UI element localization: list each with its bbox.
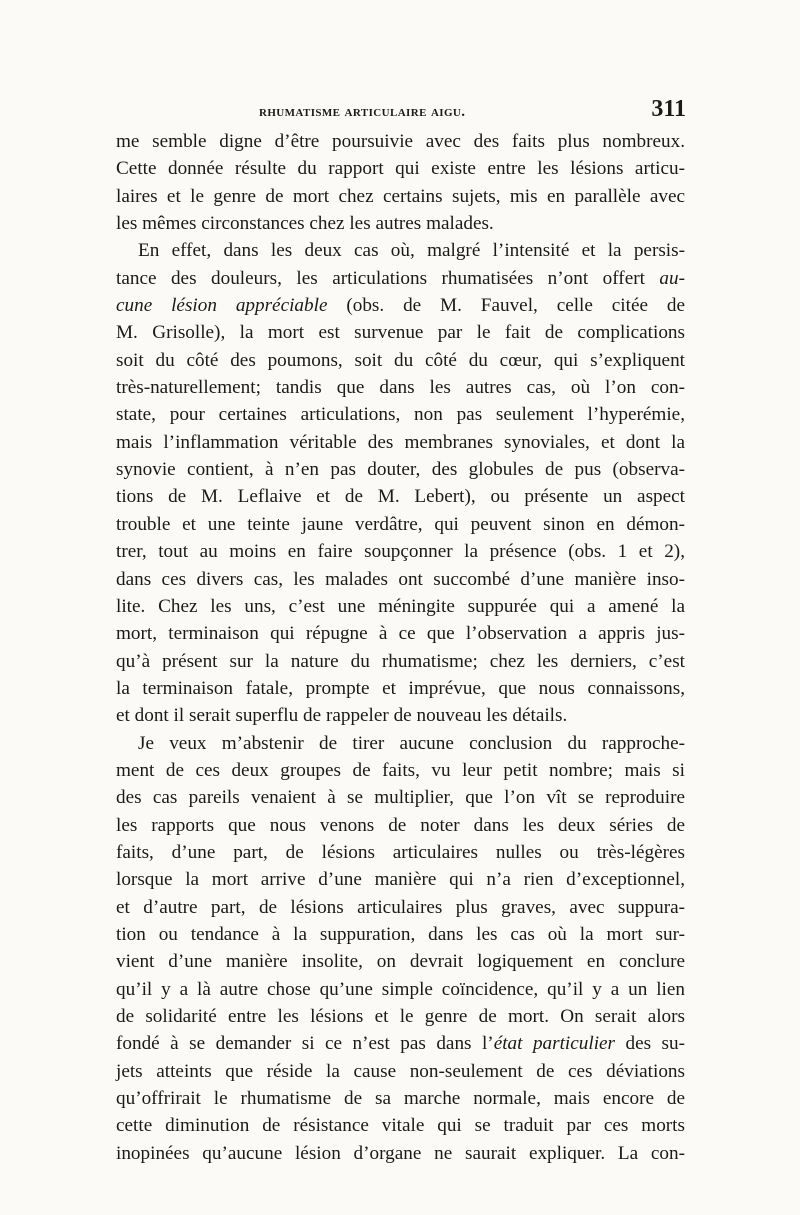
text-line: vient d’une manière insolite, on devrait logiquement en conclure [116, 951, 685, 973]
text-line: tions de M. Leflaive et de M. Lebert), ou présente un aspect [116, 486, 685, 508]
text-line: très-naturellement; tandis que dans les autres cas, où l’on con- [116, 377, 685, 399]
text-line: qu’il y a là autre chose qu’une simple coïncidence, qu’il y a un lien [116, 978, 685, 1000]
text-fragment: (obs. de M. Fauvel, celle citée de [327, 295, 685, 317]
text-line: ment de ces deux groupes de faits, vu leur petit nombre; mais si [116, 759, 685, 781]
text-line: mais l’inflammation véritable des membranes synoviales, et dont la [116, 431, 685, 453]
text-line: En effet, dans les deux cas où, malgré l’intensité et la persis- [138, 240, 685, 262]
text-line: lorsque la mort arrive d’une manière qui n’a rien d’exceptionnel, [116, 869, 685, 891]
text-line: dans ces divers cas, les malades ont succombé d’une manière inso- [116, 568, 685, 590]
text-line: tion ou tendance à la suppuration, dans les cas où la mort sur- [116, 923, 685, 945]
running-head-title: rhumatisme articulaire aigu. [259, 104, 466, 120]
text-line [116, 1030, 685, 1057]
text-line: Cette donnée résulte du rapport qui existe entre les lésions articu- [116, 158, 685, 180]
page-number: 311 [651, 96, 686, 122]
text-fragment: tance des douleurs, les articulations rhumatisées n’ont offert [116, 267, 660, 289]
italic-fragment: cune lésion appréciable [116, 295, 328, 317]
text-line: qu’offrirait le rhumatisme de sa marche normale, mais encore de [116, 1088, 685, 1110]
text-line: mort, terminaison qui répugne à ce que l’observation a appris jus- [116, 623, 685, 645]
text-line: lite. Chez les uns, c’est une méningite suppurée qui a amené la [116, 595, 685, 617]
text-line [116, 265, 685, 292]
text-line: soit du côté des poumons, soit du côté du cœur, qui s’expliquent [116, 349, 685, 371]
text-line: de solidarité entre les lésions et le genre de mort. On serait alors [116, 1006, 685, 1027]
text-line: trer, tout au moins en faire soupçonner la présence (obs. 1 et 2), [116, 541, 685, 563]
text-line: la terminaison fatale, prompte et imprévue, que nous connaissons, [116, 677, 685, 699]
text-line: Je veux m’abstenir de tirer aucune conclusion du rapproche- [138, 732, 685, 754]
text-line: synovie contient, à n’en pas douter, des globules de pus (observa- [116, 459, 685, 481]
text-line: les mêmes circonstances chez les autres malades. [116, 213, 494, 235]
text-line: laires et le genre de mort chez certains sujets, mis en parallèle avec [116, 185, 685, 207]
text-line: me semble digne d’être poursuivie avec des faits plus nombreux. [116, 131, 685, 152]
text-fragment: fondé à se demander si ce n’est pas dans l’ [116, 1033, 494, 1055]
body-text [116, 128, 685, 1167]
text-line [116, 292, 685, 319]
text-fragment: des su- [615, 1033, 686, 1055]
text-line: cette diminution de résistance vitale qui se traduit par ces morts [116, 1115, 685, 1137]
text-line: et dont il serait superflu de rappeler de nouveau les détails. [116, 705, 568, 727]
text-line: les rapports que nous venons de noter dans les deux séries de [116, 814, 685, 836]
text-line: et d’autre part, de lésions articulaires plus graves, avec suppura- [116, 896, 685, 918]
text-line: M. Grisolle), la mort est survenue par le fait de complications [116, 322, 685, 344]
italic-fragment: au- [659, 267, 685, 289]
text-line: faits, d’une part, de lésions articulaires nulles ou très-légères [116, 841, 685, 863]
text-line: jets atteints que réside la cause non-seulement de ces déviations [116, 1060, 685, 1082]
text-line: state, pour certaines articulations, non pas seulement l’hyperémie, [116, 404, 685, 426]
running-header [118, 96, 686, 126]
text-line: trouble et une teinte jaune verdâtre, qui peuvent sinon en démon- [116, 513, 685, 535]
text-line: qu’à présent sur la nature du rhumatisme; chez les derniers, c’est [116, 650, 685, 672]
text-line: des cas pareils venaient à se multiplier, que l’on vît se reproduire [116, 787, 685, 809]
italic-fragment: état particulier [493, 1033, 616, 1055]
text-line: inopinées qu’aucune lésion d’organe ne saurait expliquer. La con- [116, 1142, 685, 1164]
